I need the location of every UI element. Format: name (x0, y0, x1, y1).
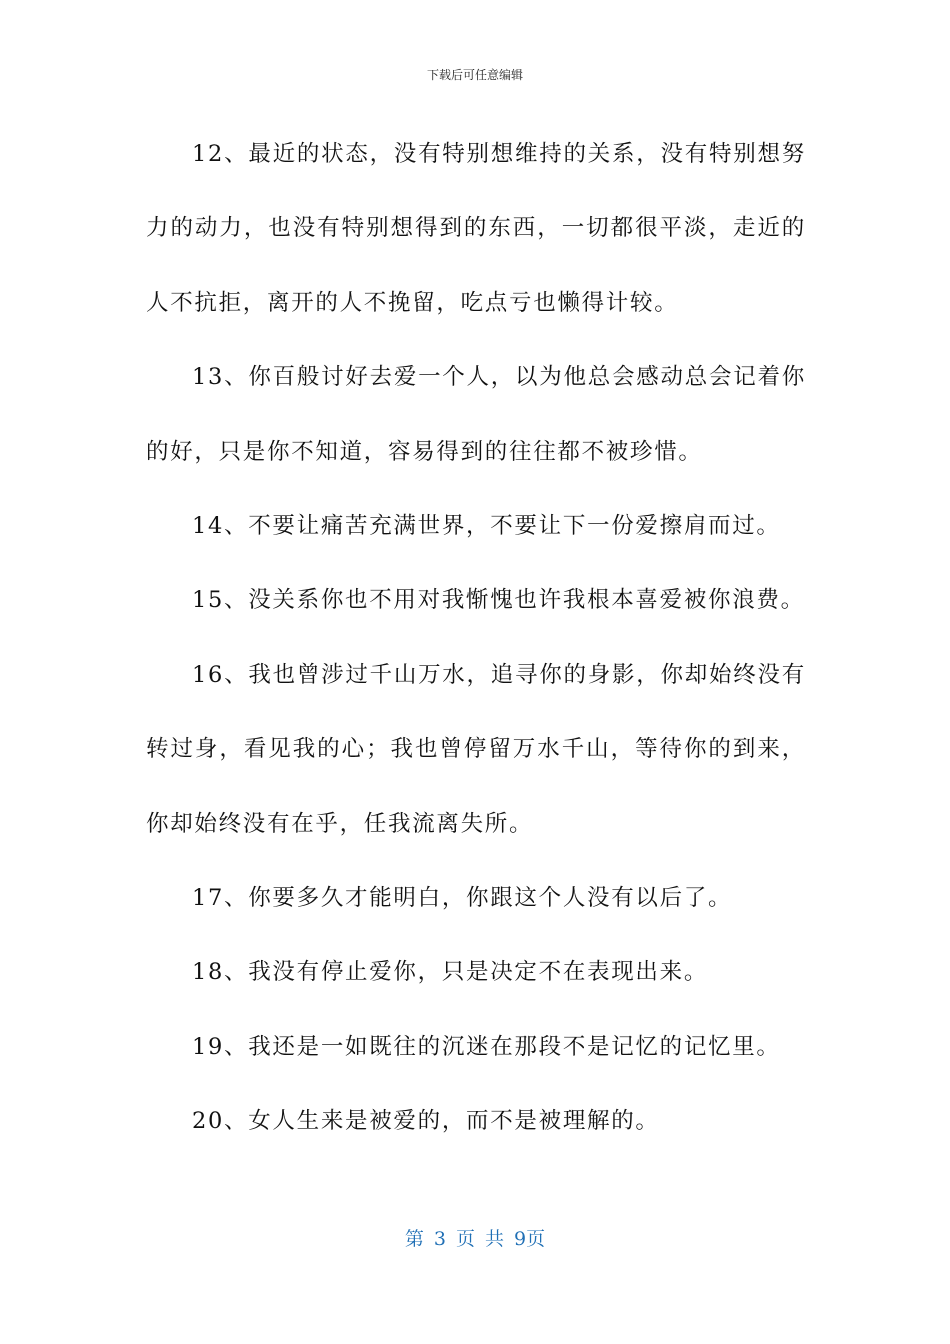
footer-total-word: 共 (485, 1228, 505, 1250)
page-number-footer (0, 1226, 950, 1252)
paragraph-17: 17、你要多久才能明白，你跟这个人没有以后了。 (192, 885, 733, 912)
footer-prefix: 第 (404, 1228, 424, 1250)
paragraph-18: 18、我没有停止爱你，只是决定不在表现出来。 (192, 959, 709, 986)
document-body (146, 117, 806, 1159)
paragraph-16: 16、我也曾涉过千山万水，追寻你的身影，你却始终没有转过身，看见我的心；我也曾停留万水千山，等待你的到来，你却始终没有在乎，任我流离失所。 (146, 661, 806, 837)
page-header: 下载后可任意编辑 (426, 68, 523, 82)
paragraph-19: 19、我还是一如既往的沉迷在那段不是记忆的记忆里。 (192, 1033, 781, 1060)
footer-total-pages: 9页 (514, 1228, 546, 1250)
footer-current-page: 3 (433, 1228, 446, 1250)
paragraph-20: 20、女人生来是被爱的，而不是被理解的。 (192, 1108, 660, 1135)
paragraph-15: 15、没关系你也不用对我惭愧也许我根本喜爱被你浪费。 (192, 587, 805, 614)
paragraph-13: 13、你百般讨好去爱一个人，以为他总会感动总会记着你的好，只是你不知道，容易得到的往往都不被珍惜。 (146, 364, 806, 465)
paragraph-14: 14、不要让痛苦充满世界，不要让下一份爱擦肩而过。 (192, 513, 781, 540)
footer-page-word: 页 (455, 1228, 475, 1250)
paragraph-12: 12、最近的状态，没有特别想维持的关系，没有特别想努力的动力，也没有特别想得到的东西，一切都很平淡，走近的人不抗拒，离开的人不挽留，吃点亏也懒得计较。 (146, 141, 806, 316)
